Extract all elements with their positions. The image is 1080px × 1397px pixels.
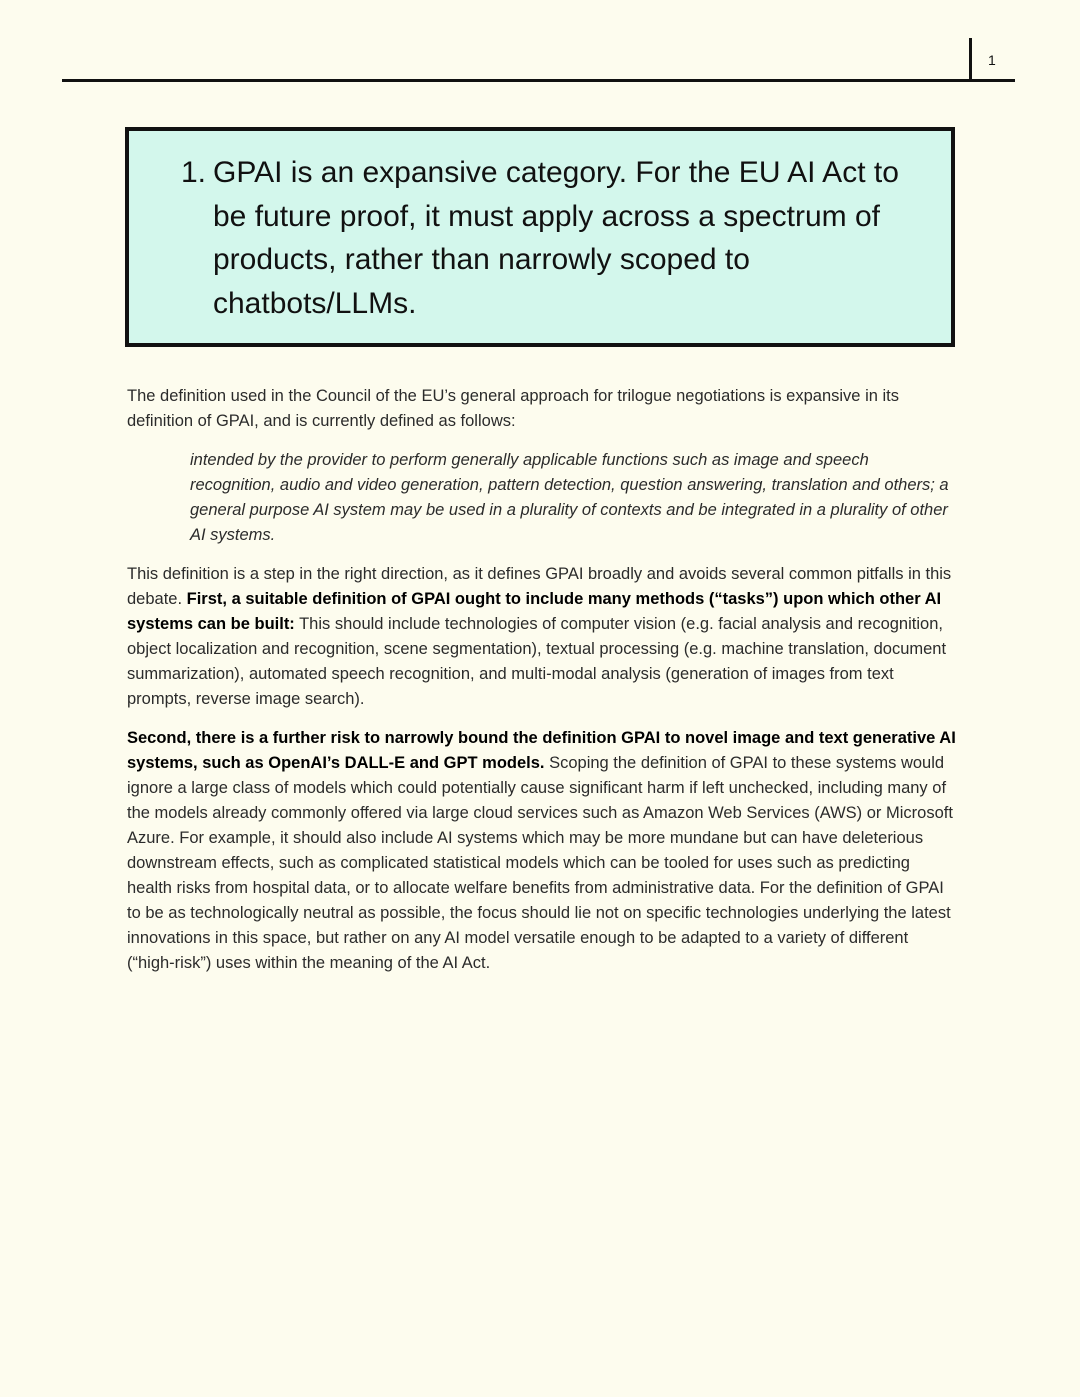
page-number: 1 (988, 52, 996, 68)
paragraph-second-rest: Scoping the definition of GPAI to these systems would ignore a large class of models which could potentially cause significant harm if left unchecked, including many of the models already commonly offered via large cloud services such as Amazon Web Services (AWS) or Microsoft Azure. For example, it should also include AI systems which may be more mundane but can have deleterious downstream effects, such as complicated statistical models which can be tooled for uses such as predicting health risks from hospital data, or to allocate welfare benefits from administrative data. For the definition of GPAI to be as technologically neutral as possible, the focus should lie not on specific technologies underlying the latest innovations in this space, but rather on any AI model versatile enough to be adapted to a variety of different (“high-risk”) uses within the meaning of the AI Act. (127, 754, 953, 972)
paragraph-second-point (127, 726, 957, 976)
callout-box (125, 127, 955, 347)
body-text (127, 384, 957, 976)
page-number-separator (969, 38, 972, 81)
paragraph-intro: The definition used in the Council of the EU’s general approach for trilogue negotiations is expansive in its definition of GPAI, and is currently defined as follows: (127, 387, 899, 430)
paragraph-first-rest: This should include technologies of computer vision (e.g. facial analysis and recognition, object localization and recognition, scene segmentation), textual processing (e.g. machine translation, document summarization), automated speech recognition, and multi-modal analysis (generation of images from text prompts, reverse image search). (127, 615, 947, 708)
paragraph-second-bold: Second, there is a further risk to narrowly bound the definition GPAI to novel image and text generative AI systems, such as OpenAI’s DALL-E and GPT models. (127, 729, 956, 772)
callout-text: GPAI is an expansive category. For the EU AI Act to be future proof, it must apply across a spectrum of products, rather than narrowly scoped to chatbots/LLMs. (213, 156, 899, 320)
paragraph-first-lead: This definition is a step in the right direction, as it defines GPAI broadly and avoids several common pitfalls in this debate. (127, 565, 952, 608)
header-rule (62, 79, 1015, 82)
paragraph-first-bold: First, a suitable definition of GPAI ought to include many methods (“tasks”) upon which other AI systems can be built: (127, 590, 942, 633)
callout-number: 1. (181, 156, 207, 189)
definition-quote: intended by the provider to perform generally applicable functions such as image and speech recognition, audio and video generation, pattern detection, question answering, translation and others; a general purpose AI system may be used in a plurality of contexts and be integrated in a plurality of other AI systems. (190, 451, 949, 544)
paragraph-first-point (127, 562, 957, 712)
